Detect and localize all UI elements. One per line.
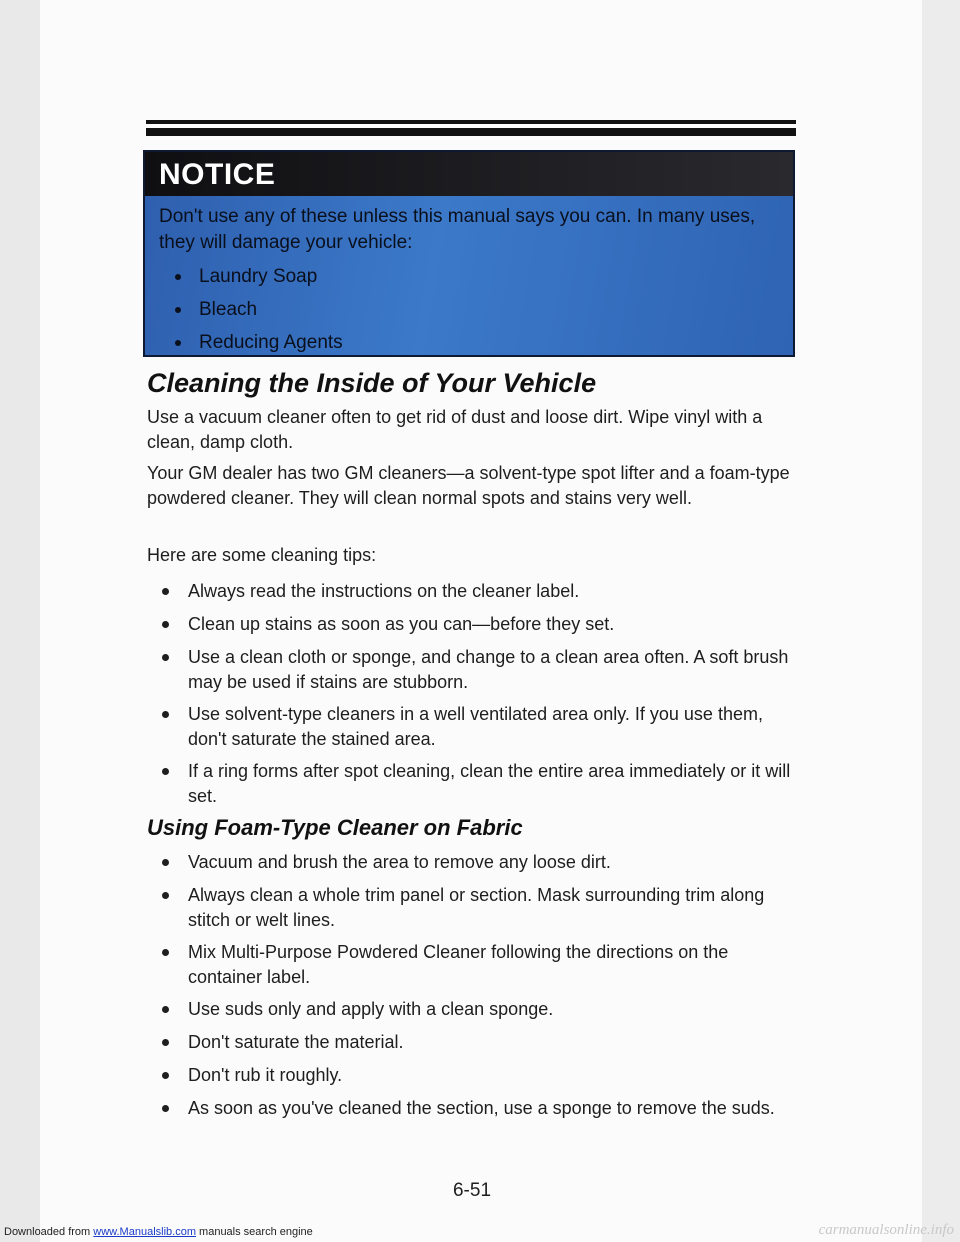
bullet-icon [175,340,181,346]
bullet-icon [162,1072,169,1079]
tip-text: Use solvent-type cleaners in a well ventilated area only. If you use them, don't saturate the stained area. [188,704,763,749]
tip-item [160,759,800,809]
bullet-icon [162,949,169,956]
step-item [160,997,800,1022]
tip-item [160,612,800,637]
bullet-icon [162,1039,169,1046]
bullet-icon [162,768,169,775]
step-item [160,850,800,875]
tip-item [160,645,800,695]
bullet-icon [162,621,169,628]
notice-item [175,293,343,326]
bullet-icon [162,892,169,899]
bullet-icon [162,859,169,866]
step-text: Don't rub it roughly. [188,1065,343,1085]
step-text: As soon as you've cleaned the section, use a sponge to remove the suds. [188,1098,775,1118]
tip-text: Always read the instructions on the cleaner label. [188,581,580,601]
top-rule-thin [146,120,796,124]
notice-item-label: Reducing Agents [199,332,343,353]
notice-box [143,150,795,357]
step-text: Vacuum and brush the area to remove any loose dirt. [188,852,611,872]
step-item [160,883,800,933]
section-title: Cleaning the Inside of Your Vehicle [147,368,597,398]
tip-text: If a ring forms after spot cleaning, clean the entire area immediately or it will set. [188,761,791,806]
subsection-title: Using Foam-Type Cleaner on Fabric [147,815,523,840]
notice-list [175,260,343,359]
notice-item-label: Bleach [199,299,258,320]
paragraph-vacuum: Use a vacuum cleaner often to get rid of dust and loose dirt. Wipe vinyl with a clean, damp cloth. [147,407,763,452]
tip-item [160,579,800,604]
notice-header [145,152,793,196]
step-item [160,1030,800,1055]
page-gutter-left [0,0,40,1242]
watermark-text: carmanualsonline.info [818,1222,954,1238]
notice-text: Don't use any of these unless this manual says you can. In many uses, they will damage your vehicle: [159,206,756,253]
notice-item [175,260,343,293]
paragraph-tips-intro: Here are some cleaning tips: [147,545,377,565]
notice-item-label: Laundry Soap [199,266,318,287]
step-text: Always clean a whole trim panel or section. Mask surrounding trim along stitch or welt lines. [188,885,765,930]
page-gutter-right [922,0,960,1242]
tip-text: Clean up stains as soon as you can—before they set. [188,614,615,634]
step-item [160,1096,800,1121]
footer-prefix: Downloaded from [4,1226,94,1238]
paragraph-gm-cleaners: Your GM dealer has two GM cleaners—a solvent-type spot lifter and a foam-type powdered cleaner. They will clean normal spots and stains very well. [147,463,790,508]
footer-suffix: manuals search engine [195,1226,313,1238]
step-text: Mix Multi-Purpose Powdered Cleaner following the directions on the container label. [188,942,729,987]
step-item [160,940,800,990]
manualslib-link[interactable]: www.Manualslib.com [93,1226,196,1238]
step-item [160,1063,800,1088]
bullet-icon [162,1006,169,1013]
bullet-icon [162,1105,169,1112]
bullet-icon [175,274,181,280]
page-number: 6-51 [452,1180,492,1201]
bullet-icon [175,307,181,313]
download-footer [4,1226,313,1238]
tip-item [160,702,800,752]
bullet-icon [162,654,169,661]
top-rule-thick [146,128,796,136]
step-text: Don't saturate the material. [188,1032,404,1052]
step-text: Use suds only and apply with a clean sponge. [188,999,554,1019]
bullet-icon [162,588,169,595]
notice-title: NOTICE [159,158,276,191]
tip-text: Use a clean cloth or sponge, and change to a clean area often. A soft brush may be used if stains are stubborn. [188,647,789,692]
bullet-icon [162,711,169,718]
notice-item [175,326,343,359]
